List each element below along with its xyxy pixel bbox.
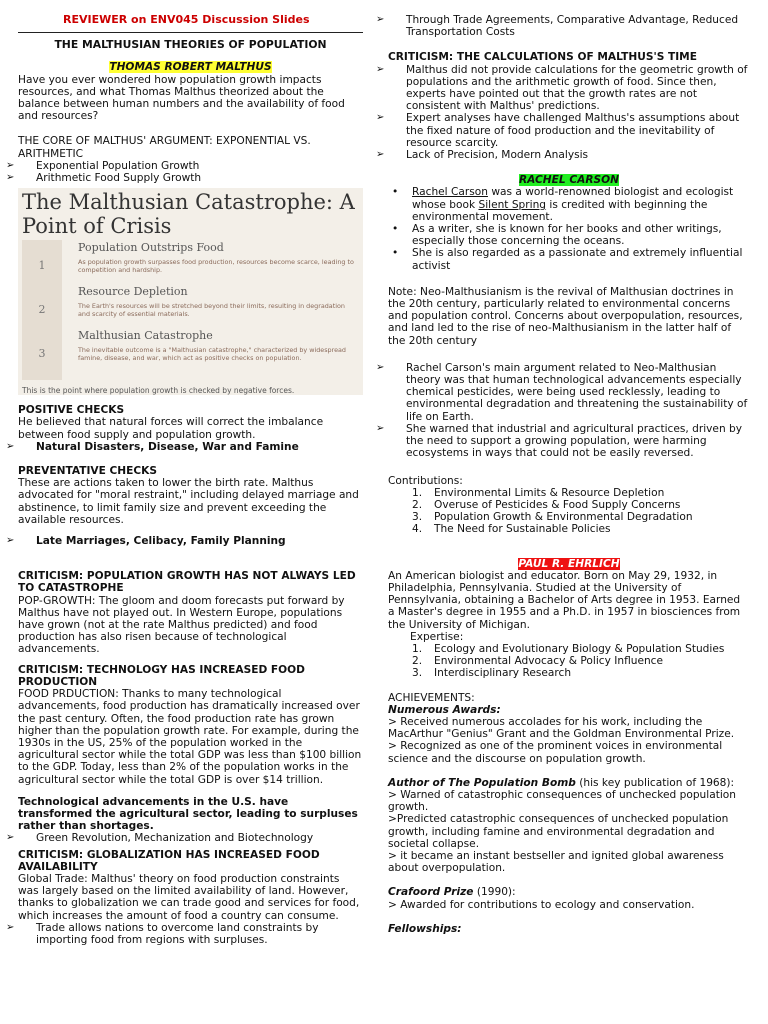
silent-spring-title: Silent Spring bbox=[478, 198, 547, 211]
step-number: 2 bbox=[22, 284, 62, 336]
tech-advancement-statement: Technological advancements in the U.S. have transformed the agricultural sector, leading to surpluses rather than shortages. bbox=[18, 795, 358, 833]
step-number: 1 bbox=[22, 240, 62, 292]
population-bomb-text: >Predicted catastrophic consequences of unchecked population growth, including famine and environmental degradation and societal collapse. bbox=[388, 813, 729, 850]
crafoord-line: Crafoord Prize (1990): bbox=[388, 886, 516, 899]
carson-bullet-text: was a world-renowned biologist and ecologist whose book bbox=[412, 186, 734, 211]
carson-bullet: • She is also regarded as a passionate and extremely influential activist bbox=[388, 247, 750, 271]
reviewer-title: REVIEWER on ENV045 Discussion Slides bbox=[63, 13, 310, 26]
contributions-heading: Contributions: bbox=[388, 474, 463, 487]
crafoord-heading: Crafoord Prize bbox=[388, 886, 474, 899]
carson-bullet bbox=[388, 186, 750, 223]
left-column bbox=[18, 0, 363, 946]
criticism-item: ➢ Malthus did not provide calculations for the geometric growth of populations and the arithmetic growth of food. Since then, experts have pointed out that the growth rates are not consistent with Malthus' predictions. bbox=[388, 64, 750, 113]
carson-argument: ➢ Rachel Carson's main argument related to Neo-Malthusian theory was that human technological advancements especially chemical pesticides, were being used recklessly, leading to environmental degradation and threatening the sustainability of life on Earth. bbox=[388, 362, 750, 423]
trade-agreements-bullet: ➢ Through Trade Agreements, Comparative Advantage, Reduced Transportation Costs bbox=[388, 14, 750, 38]
achievements-heading: ACHIEVEMENTS: bbox=[388, 691, 475, 704]
awards-text: > Recognized as one of the prominent voices in environmental science and the discourse on population growth. bbox=[388, 740, 723, 765]
expertise-item: 3. Interdisciplinary Research bbox=[412, 667, 572, 680]
preventative-checks-text: These are actions taken to lower the birth rate. Malthus advocated for "moral restraint," including delayed marriage and abstinence, to limit family size and prevent exceeding the available resources. bbox=[18, 477, 359, 526]
trade-bullet: ➢ Trade allows nations to overcome land constraints by importing food from regions with surpluses. bbox=[18, 922, 363, 946]
infographic-title: The Malthusian Catastrophe: A Point of Crisis bbox=[22, 190, 355, 239]
carson-name: Rachel Carson bbox=[412, 186, 488, 199]
contribution-item: 1. Environmental Limits & Resource Depletion bbox=[412, 486, 665, 499]
population-bomb-line: Author of The Population Bomb (his key publication of 1968): bbox=[388, 776, 735, 789]
core-heading: THE CORE OF MALTHUS' ARGUMENT: EXPONENTIAL VS. ARITHMETIC bbox=[18, 135, 311, 160]
population-bomb-text: > Warned of catastrophic consequences of unchecked population growth. bbox=[388, 788, 736, 814]
criticism-text: POP-GROWTH: The gloom and doom forecasts put forward by Malthus have not played out. In Western Europe, populations have grown (not at the rate Malthus predicted) and food production has also risen because of technological advancements. bbox=[18, 594, 345, 656]
fellowships-heading: Fellowships: bbox=[388, 922, 462, 935]
expertise-item: 2. Environmental Advocacy & Policy Influence bbox=[412, 655, 664, 668]
preventative-checks-heading: PREVENTATIVE CHECKS bbox=[18, 465, 158, 478]
carson-name-highlight: RACHEL CARSON bbox=[519, 174, 619, 187]
right-column bbox=[388, 0, 750, 935]
expertise-item: 1. Ecology and Evolutionary Biology & Population Studies bbox=[412, 642, 725, 655]
main-title: THE MALTHUSIAN THEORIES OF POPULATION bbox=[54, 38, 327, 52]
criticism-heading: CRITICISM: THE CALCULATIONS OF MALTHUS'S TIME bbox=[388, 51, 697, 64]
criticism-item: ➢ Lack of Precision, Modern Analysis bbox=[388, 149, 750, 161]
title-rule bbox=[18, 32, 363, 33]
tech-bullet: ➢ Green Revolution, Mechanization and Biotechnology bbox=[18, 832, 363, 844]
core-item: ➢ Exponential Population Growth bbox=[18, 160, 363, 172]
preventative-checks-bullet: ➢ Late Marriages, Celibacy, Family Planning bbox=[18, 535, 363, 547]
criticism-item: ➢ Expert analyses have challenged Malthus's assumptions about the fixed nature of food production and the inevitability of resource scarcity. bbox=[388, 112, 750, 149]
crafoord-text: > Awarded for contributions to ecology and conservation. bbox=[388, 898, 695, 911]
awards-text: > Received numerous accolades for his work, including the MacArthur "Genius" Grant and the Goldman Environmental Prize. bbox=[388, 715, 735, 741]
intro-paragraph: Have you ever wondered how population growth impacts resources, and what Thomas Malthus theorized about the balance between human numbers and the availability of food and resources? bbox=[18, 73, 345, 123]
criticism-heading: CRITICISM: GLOBALIZATION HAS INCREASED FOOD AVAILABILITY bbox=[18, 848, 320, 873]
malthus-name-highlight: THOMAS ROBERT MALTHUS bbox=[109, 61, 272, 74]
population-bomb-text: > it became an instant bestseller and ignited global awareness about overpopulation. bbox=[388, 849, 724, 875]
step-heading: Population Outstrips Food bbox=[78, 241, 224, 255]
step-heading: Malthusian Catastrophe bbox=[78, 329, 213, 343]
neo-malthusian-note: Note: Neo-Malthusianism is the revival of Malthusian doctrines in the 20th century, particularly related to environmental concerns and population control. Concerns about overpopulation, resources, and land led to the rise of neo-Malthusianism in the latter half of the 20th century bbox=[388, 285, 743, 347]
step-text: The Earth's resources will be stretched beyond their limits, resulting in degradation and scarcity of essential materials. bbox=[78, 302, 345, 319]
criticism-text: Global Trade: Malthus' theory on food production constraints was largely based on the limited availability of land. However, thanks to globalization we can trade good and services for food, which increases the amount of food a country can consume. bbox=[18, 872, 360, 922]
awards-heading: Numerous Awards: bbox=[388, 703, 501, 716]
step-heading: Resource Depletion bbox=[78, 285, 188, 299]
infographic-footer: This is the point where population growth is checked by negative forces. bbox=[22, 386, 295, 396]
population-bomb-heading: Author of The Population Bomb bbox=[388, 776, 576, 789]
positive-checks-bullet: ➢ Natural Disasters, Disease, War and Famine bbox=[18, 441, 363, 453]
contribution-item: 3. Population Growth & Environmental Degradation bbox=[412, 511, 693, 524]
step-number: 3 bbox=[22, 328, 62, 380]
step-text: As population growth surpasses food production, resources become scarce, leading to competition and hardship. bbox=[78, 258, 354, 275]
malthusian-catastrophe-infographic bbox=[18, 188, 363, 395]
step-text: The inevitable outcome is a "Malthusian catastrophe," characterized by widespread famine, disease, and war, which act as positive checks on population. bbox=[78, 346, 346, 363]
infographic-step bbox=[22, 328, 360, 380]
criticism-heading: CRITICISM: POPULATION GROWTH HAS NOT ALWAYS LED TO CATASTROPHE bbox=[18, 570, 356, 595]
core-item: ➢ Arithmetic Food Supply Growth bbox=[18, 172, 363, 184]
expertise-heading: Expertise: bbox=[410, 630, 464, 643]
contribution-item: 2. Overuse of Pesticides & Food Supply Concerns bbox=[412, 498, 681, 511]
carson-bullet: • As a writer, she is known for her books and other writings, especially those concerning the oceans. bbox=[388, 223, 750, 247]
criticism-heading: CRITICISM: TECHNOLOGY HAS INCREASED FOOD PRODUCTION bbox=[18, 663, 305, 688]
carson-bullet-text: is credited with beginning the environmental movement. bbox=[412, 198, 708, 223]
positive-checks-text: He believed that natural forces will correct the imbalance between food supply and population growth. bbox=[18, 416, 324, 441]
contribution-item: 4. The Need for Sustainable Policies bbox=[412, 523, 611, 536]
carson-argument: ➢ She warned that industrial and agricultural practices, driven by the need to support a growing population, were harming ecosystems in ways that could not be easily reversed. bbox=[388, 423, 750, 460]
positive-checks-heading: POSITIVE CHECKS bbox=[18, 404, 125, 417]
criticism-text: FOOD PRDUCTION: Thanks to many technological advancements, food production has dramatically increased over the past century. Often, the food production rate has grown higher than the population growth rate. For example, during the 1930s in the US, 25% of the population worked in the agricultural sector while the total GDP was less than $100 billion to the GDP. Today, less than 2% of the population works in the agricultural sector while the total GDP is over $14 trillion. bbox=[18, 688, 362, 786]
ehrlich-name-highlight: PAUL R. EHRLICH bbox=[518, 557, 620, 570]
ehrlich-bio: An American biologist and educator. Born on May 29, 1932, in Philadelphia, Pennsylvania. Studied at the University of Pennsylvania, obtaining a Bachelor of Arts degree in 1953. Earned a Master's degree in 1955 and a Ph.D. in 1957 in biosciences from the University of Michigan. bbox=[388, 569, 741, 631]
